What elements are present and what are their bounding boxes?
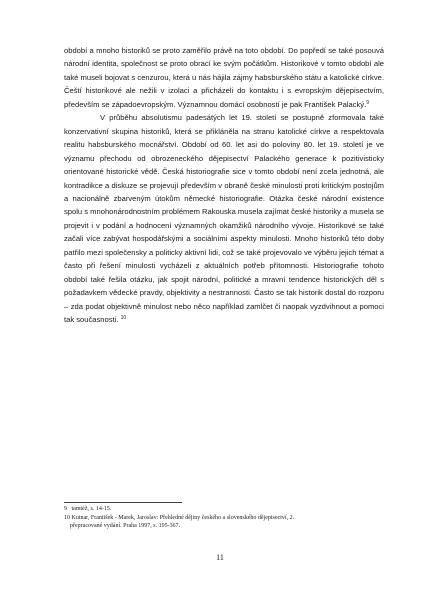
footnote <box>64 514 384 523</box>
footnote-reference: 10 <box>120 315 127 322</box>
footnote-continuation: přepracované vydání. Praha 1997, s. 195-367. <box>70 523 181 530</box>
footnote-reference: 9 <box>366 99 369 106</box>
paragraph <box>64 44 384 111</box>
footnote-number: 10 <box>64 514 70 521</box>
paragraph-text: V průběhu absolutismu padesátých let 19. století se postupně zformovala také konzervativní skupina historiků, která se přikláněla na stranu katolické církve a respektovala realitu habsburského mocnářství. Období od 60. let asi do poloviny 80. let 19. století je ve významu přechodu od obrozeneckého dějepisectví Palackého generace k pozitivisticky orientované historické vědě. Česká historiografie sice v tomto období není zcela jednotná, ale kontradikce a diskuze se projevují především v obraně české minulosti proti kritickým postojům a nacionálně zbarveným útokům německé historiografie. Otázka české národní existence spolu s mnohonárodnostním problémem Rakouska musela zajímat české historiky a musela se projevit i v podání a hodnocení významných okamžiků národního vývoje. Historikové se také začali více zabývat hospodářskými a sociálními aspekty minulosti. Mnoho historiků této doby patřilo mezi společensky a politicky aktivní lidi, což se také projevovalo ve výběru jejich témat a často při řešení minulosti vycházeli z aktuálních potřeb přítomnosti. Historiografie tohoto období také řešila otázku, jak spojit národní, politické a mravní tendence historických děl s požadavkem vědecké pravdy, objektivity a nestrannosti. Často se tak historik dostal do rozporu – zda podat objektivně minulost nebo něco například zamlčet či naopak vyzdvihnout a pomoci tak současnosti. <box>64 113 384 325</box>
footnote-separator <box>64 502 182 503</box>
footnote-number: 9 <box>64 506 67 512</box>
footnotes <box>64 505 384 531</box>
footnote-text: tamtéž, s. 14-15. <box>71 506 112 512</box>
paragraph <box>64 111 384 326</box>
footnote-text: Kutnar, František - Marek, Jaroslav: Přehledné dějiny českého a slovenského dějepisectví, 2. <box>71 514 295 521</box>
page-number: 11 <box>216 553 224 562</box>
paragraph-text: období a mnoho historiků se proto zaměřilo právě na toto období. Do popředí se také posouvá národní identita, společnost se proto obrací ke svým počátkům. Historikové v tomto období ale také museli bojovat s cenzurou, která u nás hájila zájmy habsburského státu a katolické církve. Čeští historikové ale nežili v izolaci a přicházeli do kontaktu i s evropským dějepisectvím, především se západoevropským. Významnou domácí osobností je pak František Palacký. <box>64 46 384 109</box>
footnote <box>64 505 384 514</box>
body-text <box>64 44 384 327</box>
